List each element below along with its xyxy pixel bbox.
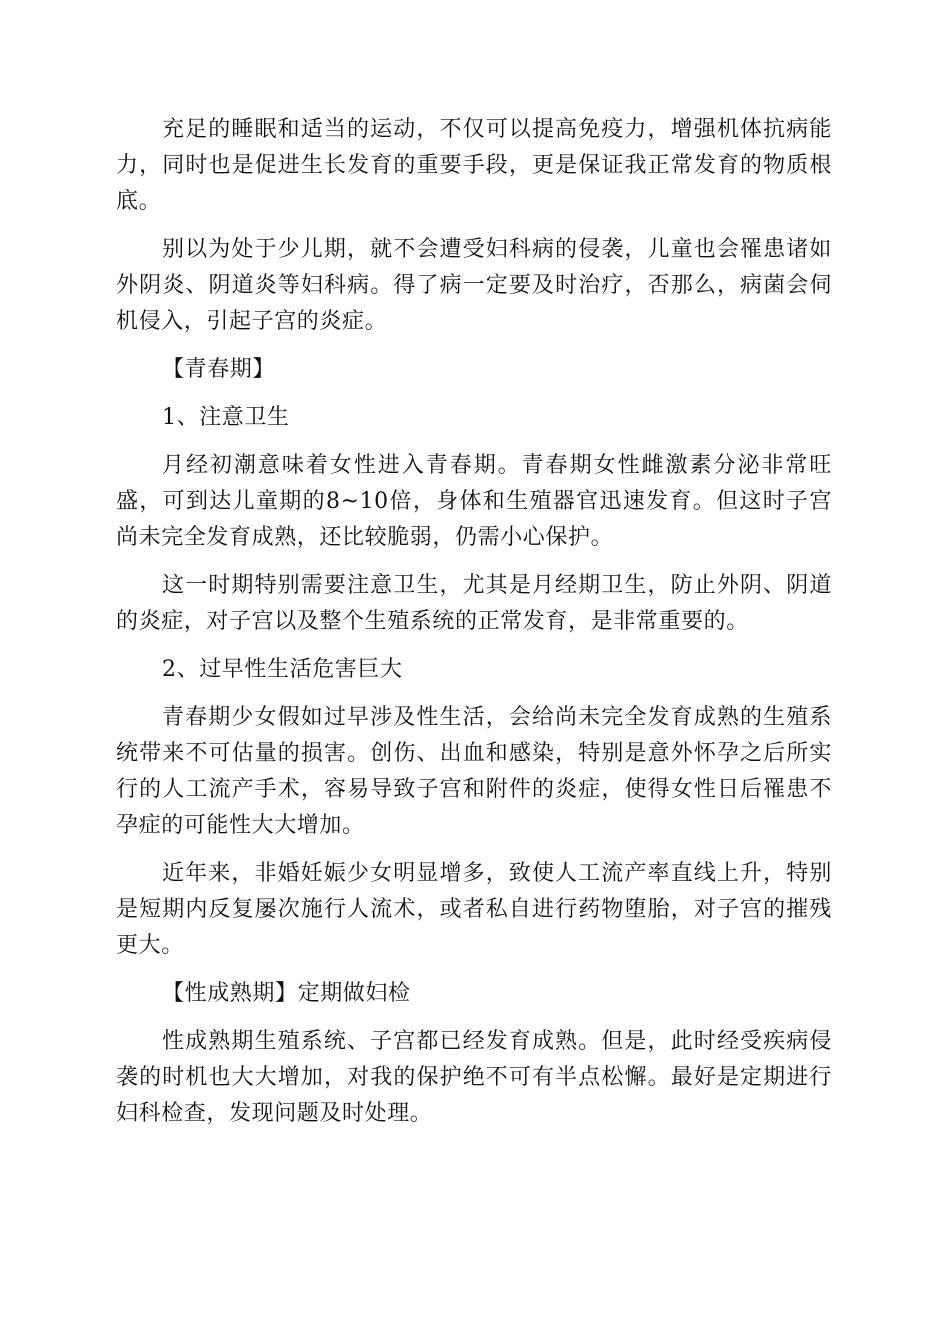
paragraph-menstrual-hygiene: 这一时期特别需要注意卫生，尤其是月经期卫生，防止外阴、阴道的炎症，对子宫以及整个生殖系统的正常发育，是非常重要的。 (116, 573, 832, 634)
subheading-hygiene: 1、注意卫生 (162, 405, 290, 430)
paragraph-childhood-disease: 别以为处于少儿期，就不会遭受妇科病的侵袭，儿童也会罹患诸如外阴炎、阴道炎等妇科病。得了病一定要及时治疗，否那么，病菌会伺机侵入，引起子宫的炎症。 (116, 237, 832, 334)
document-body (116, 112, 832, 1144)
paragraph-early-sex-damage: 青春期少女假如过早涉及性生活，会给尚未完全发育成熟的生殖系统带来不可估量的损害。创伤、出血和感染，特别是意外怀孕之后所实行的人工流产手术，容易导致子宫和附件的炎症，使得女性日后罹患不孕症的可能性大大增加。 (116, 705, 832, 838)
section-heading-puberty: 【青春期】 (162, 357, 276, 382)
subheading-early-sex-harm: 2、过早性生活危害巨大 (162, 657, 403, 682)
section-heading-maturity: 【性成熟期】定期做妇检 (162, 981, 411, 1006)
paragraph-menarche: 月经初潮意味着女性进入青春期。青春期女性雌激素分泌非常旺盛，可到达儿童期的8~10倍，身体和生殖器官迅速发育。但这时子宫尚未完全发育成熟，还比较脆弱，仍需小心保护。 (116, 453, 832, 550)
paragraph-abortion-trend: 近年来，非婚妊娠少女明显增多，致使人工流产率直线上升，特别是短期内反复屡次施行人流术，或者私自进行药物堕胎，对子宫的摧残更大。 (116, 861, 832, 958)
paragraph-regular-checkup: 性成熟期生殖系统、子宫都已经发育成熟。但是，此时经受疾病侵袭的时机也大大增加，对我的保护绝不可有半点松懈。最好是定期进行妇科检查，发现问题及时处理。 (116, 1029, 832, 1126)
paragraph-sleep-exercise: 充足的睡眠和适当的运动，不仅可以提高免疫力，增强机体抗病能力，同时也是促进生长发育的重要手段，更是保证我正常发育的物质根底。 (116, 117, 832, 214)
